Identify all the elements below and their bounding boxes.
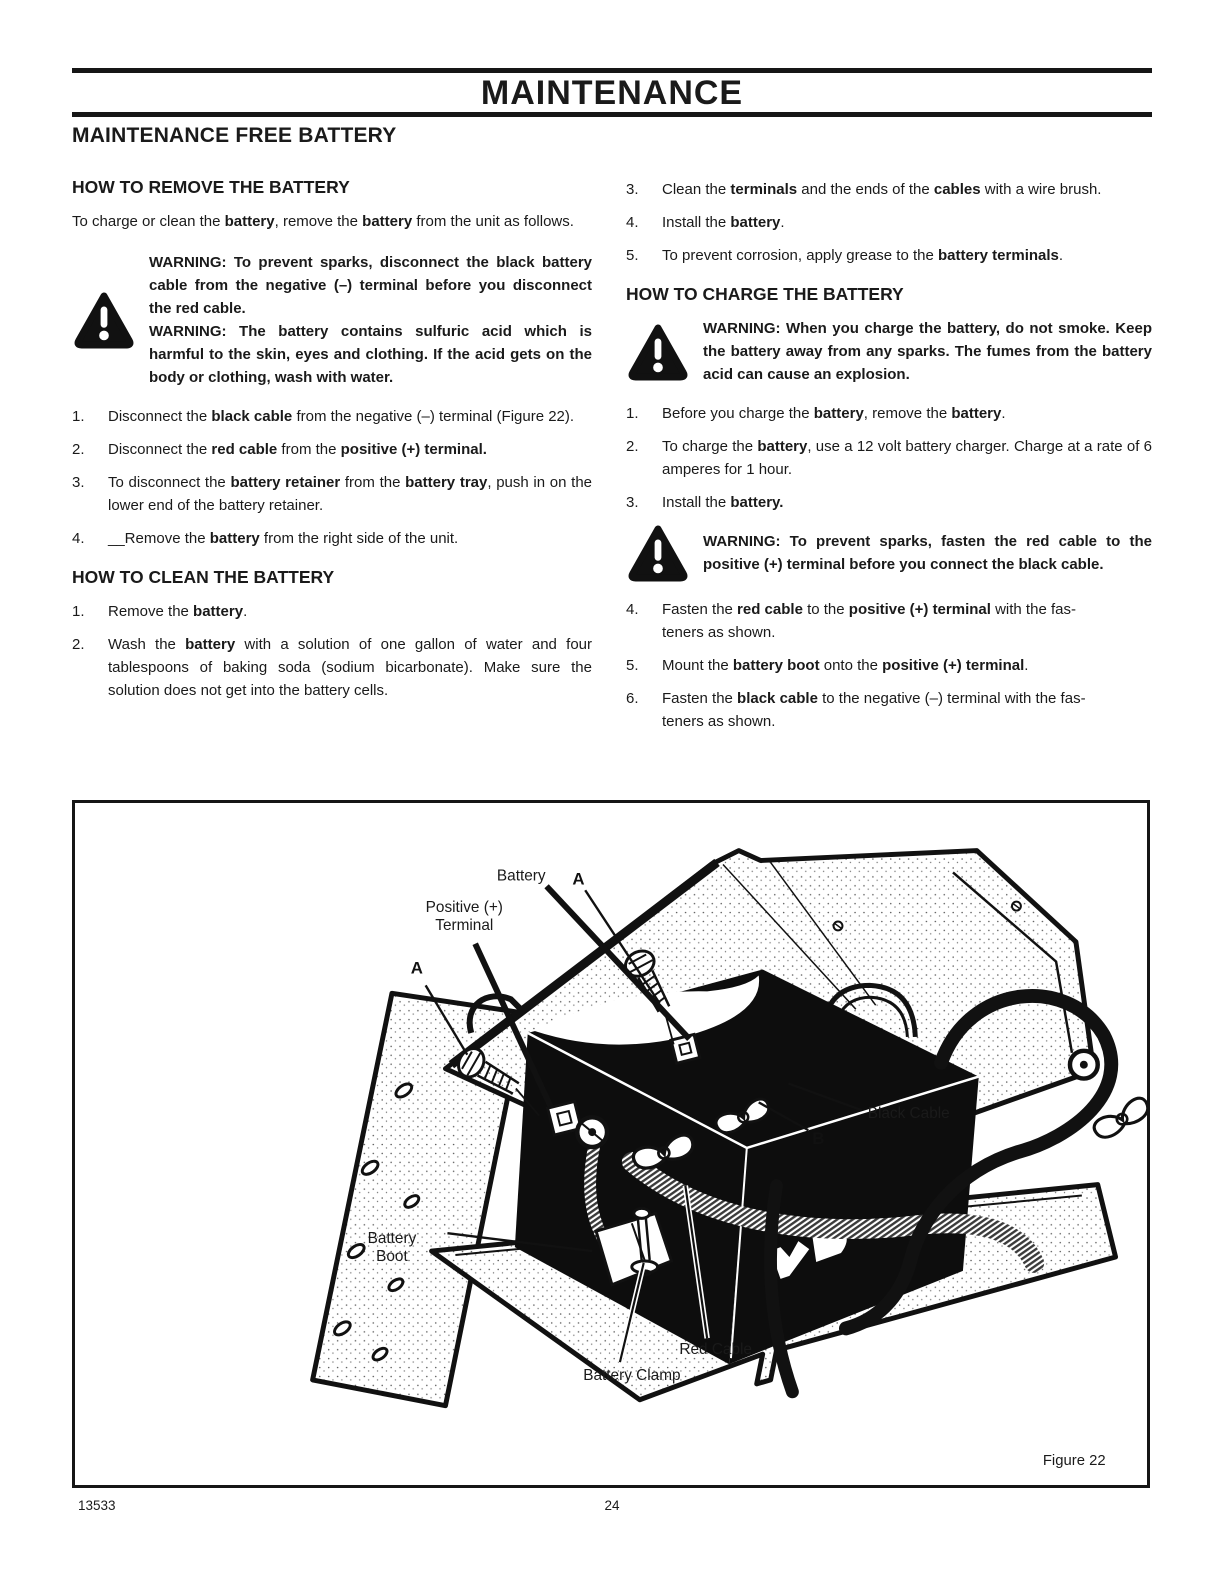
step-number: 4. bbox=[626, 601, 639, 618]
remove-steps-continued-list bbox=[626, 178, 1152, 267]
step-number: 6. bbox=[626, 690, 639, 707]
warning-paragraph: WARNING: When you charge the battery, do not smoke. Keep the battery away from any sparks. The fumes from the battery acid can cause an explosion. bbox=[703, 320, 1152, 383]
list-item bbox=[626, 654, 1152, 677]
figure-label-positive-terminal-line1: Positive (+) bbox=[425, 899, 503, 917]
step-number: 2. bbox=[72, 636, 85, 653]
ring-terminal bbox=[1070, 1051, 1098, 1079]
step-text: To disconnect the battery retainer from the battery tray, push in on the lower end of the battery retainer. bbox=[108, 474, 593, 514]
warning-text bbox=[703, 530, 1152, 576]
step-number: 5. bbox=[626, 247, 639, 264]
list-item bbox=[626, 402, 1152, 425]
step-number: 3. bbox=[72, 474, 85, 491]
step-text: Mount the battery boot onto the positive (+) terminal. bbox=[662, 657, 1029, 674]
warning-block-remove bbox=[72, 251, 592, 389]
figure-label-a-top: A bbox=[572, 869, 585, 889]
step-text: Install the battery. bbox=[662, 214, 785, 231]
list-item bbox=[72, 600, 592, 623]
list-item bbox=[626, 435, 1152, 481]
right-column bbox=[626, 176, 1152, 743]
warning-paragraph: WARNING: The battery contains sulfuric acid which is harmful to the skin, eyes and clothing. If the acid gets on the body or clothing, wash with water. bbox=[149, 323, 592, 386]
battery-assembly-illustration bbox=[75, 803, 1147, 1485]
step-number: 2. bbox=[626, 438, 639, 455]
list-item bbox=[626, 598, 1152, 644]
step-text: Disconnect the black cable from the negative (–) terminal (Figure 22). bbox=[108, 408, 575, 425]
step-number: 2. bbox=[72, 441, 85, 458]
remove-intro-paragraph: To charge or clean the battery, remove the battery from the unit as follows. bbox=[72, 213, 574, 230]
clean-steps-list bbox=[72, 600, 592, 702]
heading-how-to-clean: HOW TO CLEAN THE BATTERY bbox=[72, 567, 335, 587]
list-item bbox=[626, 491, 1152, 514]
warning-paragraph: WARNING: To prevent sparks, fasten the red cable to the positive (+) terminal before you connect the black cable. bbox=[703, 533, 1152, 573]
step-text: To charge the battery, use a 12 volt battery charger. Charge at a rate of 6 amperes for 1 hour. bbox=[662, 438, 1152, 478]
warning-block-fasten bbox=[626, 524, 1152, 582]
figure-label-battery-clamp: Battery Clamp bbox=[583, 1366, 681, 1384]
footer-doc-number: 13533 bbox=[78, 1498, 116, 1513]
footer-page-number: 24 bbox=[604, 1498, 620, 1513]
list-item bbox=[72, 527, 592, 550]
section-title: MAINTENANCE FREE BATTERY bbox=[72, 124, 397, 147]
step-text: To prevent corrosion, apply grease to the battery terminals. bbox=[662, 247, 1064, 264]
two-column-body bbox=[72, 176, 1152, 743]
step-text: __Remove the battery from the right side of the unit. bbox=[108, 530, 459, 547]
list-item bbox=[72, 471, 592, 517]
step-text: Remove the battery. bbox=[108, 603, 248, 620]
warning-triangle-icon bbox=[626, 323, 690, 381]
cover-screw bbox=[1012, 902, 1021, 911]
warning-paragraph: WARNING: To prevent sparks, disconnect the black battery cable from the negative (–) terminal before you disconnect the red cable. bbox=[149, 254, 592, 317]
warning-block-charge bbox=[626, 317, 1152, 386]
heading-how-to-remove: HOW TO REMOVE THE BATTERY bbox=[72, 177, 350, 197]
warning-text bbox=[149, 251, 592, 389]
list-item bbox=[626, 687, 1152, 733]
list-item bbox=[626, 178, 1152, 201]
list-item bbox=[626, 244, 1152, 267]
figure-caption: Figure 22 bbox=[1042, 1453, 1106, 1470]
step-text: Fasten the black cable to the negative (–) terminal with the fas- teners as shown. bbox=[662, 690, 1086, 730]
list-item bbox=[72, 405, 592, 428]
step-number: 3. bbox=[626, 494, 639, 511]
page-title: MAINTENANCE bbox=[480, 74, 744, 112]
step-text: Install the battery. bbox=[662, 494, 784, 511]
list-item bbox=[72, 438, 592, 461]
step-number: 1. bbox=[72, 603, 85, 620]
charge-steps-list bbox=[626, 402, 1152, 514]
figure-label-battery-boot-line1: Battery bbox=[367, 1230, 417, 1248]
charge-steps-list-2 bbox=[626, 598, 1152, 733]
left-column bbox=[72, 176, 592, 743]
figure-label-battery-boot-line2: Boot bbox=[376, 1247, 408, 1265]
step-text: Before you charge the battery, remove the battery. bbox=[662, 405, 1006, 422]
step-number: 1. bbox=[72, 408, 85, 425]
list-item bbox=[626, 211, 1152, 234]
figure-label-positive-terminal-line2: Terminal bbox=[435, 916, 494, 934]
step-text: Clean the terminals and the ends of the cables with a wire brush. bbox=[662, 181, 1102, 198]
warning-text bbox=[703, 317, 1152, 386]
step-number: 4. bbox=[72, 530, 85, 547]
warning-triangle-icon bbox=[72, 291, 136, 349]
figure-22-box bbox=[72, 800, 1150, 1488]
step-text: Fasten the red cable to the positive (+) terminal with the fas- teners as shown. bbox=[662, 601, 1076, 641]
figure-label-red-cable: Red Cable bbox=[679, 1341, 752, 1359]
ring-terminal bbox=[577, 1117, 607, 1147]
step-number: 4. bbox=[626, 214, 639, 231]
figure-label-a-left: A bbox=[410, 958, 423, 978]
title-underline-rule bbox=[72, 112, 1152, 117]
figure-label-b: B bbox=[812, 1129, 825, 1148]
step-number: 1. bbox=[626, 405, 639, 422]
warning-triangle-icon bbox=[626, 524, 690, 582]
top-rule bbox=[72, 68, 1152, 73]
figure-label-black-cable: Black Cable bbox=[867, 1105, 950, 1123]
step-text: Wash the battery with a solution of one gallon of water and four tablespoons of baking soda (sodium bicarbonate). Make sure the solution does not get into the battery cells. bbox=[108, 636, 592, 699]
heading-how-to-charge: HOW TO CHARGE THE BATTERY bbox=[626, 284, 904, 304]
step-number: 3. bbox=[626, 181, 639, 198]
remove-steps-list bbox=[72, 405, 592, 550]
figure-label-battery: Battery bbox=[496, 867, 546, 885]
step-number: 5. bbox=[626, 657, 639, 674]
cover-screw bbox=[834, 921, 843, 930]
list-item bbox=[72, 633, 592, 702]
step-text: Disconnect the red cable from the positive (+) terminal. bbox=[108, 441, 487, 458]
